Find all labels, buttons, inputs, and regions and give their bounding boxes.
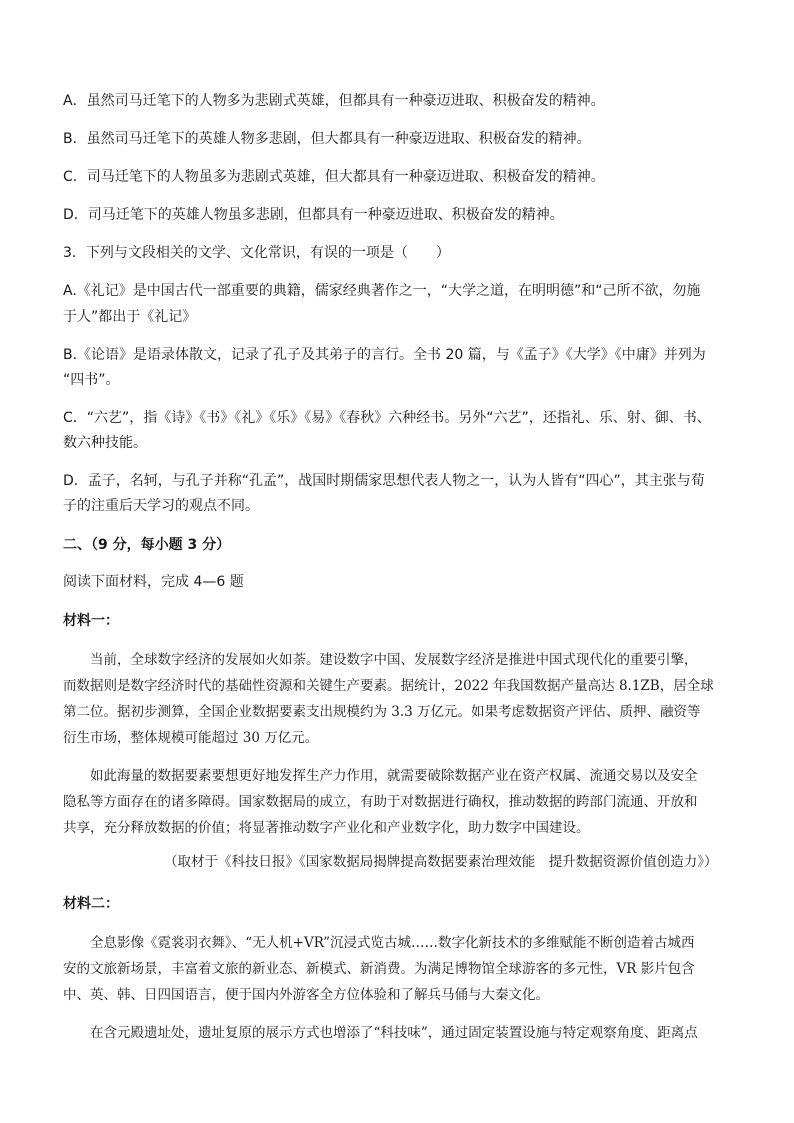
option-2a: A．虽然司马迁笔下的人物多为悲剧式英雄，但都具有一种豪迈进取、积极奋发的精神。 <box>63 93 605 109</box>
option-3d-line1: D．孟子，名轲，与孔子并称“孔孟”，战国时期儒家思想代表人物之一，认为人皆有“四心”，其主张与荀 <box>63 473 705 489</box>
material-1-p1-line3: 第二位。据初步测算，全国企业数据要素支出规模约为 3.3 万亿元。如果考虑数据资产评估、质押、融资等 <box>63 704 701 720</box>
material-2-p1-line3: 中、英、韩、日四国语言，便于国内外游客全方位体验和了解兵马俑与大秦文化。 <box>63 987 549 1003</box>
option-2c: C．司马迁笔下的人物虽多为悲剧式英雄，但大都具有一种豪迈进取、积极奋发的精神。 <box>63 169 605 185</box>
option-3d-line2: 子的注重后天学习的观点不同。 <box>63 498 259 514</box>
option-3c-line1: C．“六艺”，指《诗》《书》《礼》《乐》《易》《春秋》六种经书。另外“六艺”，还指礼、乐、射、御、书、 <box>63 410 711 426</box>
material-1-p2-line3: 共享，充分释放数据的价值；将显著推动数字产业化和产业数字化，助力数字中国建设。 <box>63 820 590 836</box>
material-1-p1-line4: 衍生市场，整体规模可能超过 30 万亿元。 <box>63 730 319 746</box>
option-2d: D．司马迁笔下的英雄人物虽多悲剧，但都具有一种豪迈进取、积极奋发的精神。 <box>63 207 564 223</box>
material-1-p2-line1: 如此海量的数据要素要想更好地发挥生产力作用，就需要破除数据产业在资产权属、流通交易以及安全 <box>90 768 698 784</box>
material-1-source: （取材于《科技日报》《国家数据局揭牌提高数据要素治理效能 提升数据资源价值创造力》） <box>164 854 718 870</box>
option-3a-line1: A.《礼记》是中国古代一部重要的典籍，儒家经典著作之一，“大学之道，在明明德”和“己所不欲，勿施 <box>63 283 701 299</box>
material-2-title: 材料二： <box>63 896 119 912</box>
material-2-p1-line2: 安的文旅新场景，丰富着文旅的新业态、新模式、新消费。为满足博物馆全球游客的多元性，VR 影片包含 <box>63 961 695 977</box>
material-1-p2-line2: 隐私等方面存在的诸多障碍。国家数据局的成立，有助于对数据进行确权，推动数据的跨部门流通、开放和 <box>63 794 698 810</box>
option-2b: B．虽然司马迁笔下的英雄人物多悲剧，但大都具有一种豪迈进取、积极奋发的精神。 <box>63 131 591 147</box>
material-1-p1-line1: 当前，全球数字经济的发展如火如荼。建设数字中国、发展数字经济是推进中国式现代化的重要引擎， <box>90 652 698 668</box>
material-1-title: 材料一： <box>63 613 119 629</box>
option-3b-line1: B.《论语》是语录体散文，记录了孔子及其弟子的言行。全书 20 篇，与《孟子》《大学》《中庸》并列为 <box>63 347 706 363</box>
option-3c-line2: 数六种技能。 <box>63 435 147 451</box>
material-2-p2-line1: 在含元殿遗址处，遗址复原的展示方式也增添了“科技味”，通过固定装置设施与特定观察角度、距离点 <box>90 1025 698 1041</box>
material-1-p1-line2: 而数据则是数字经济时代的基础性资源和关键生产要素。据统计，2022 年我国数据产量高达 8.1ZB，居全球 <box>63 678 714 694</box>
section-2-instruction: 阅读下面材料，完成 4—6 题 <box>63 574 244 590</box>
option-3b-line2: “四书”。 <box>63 372 120 388</box>
question-3-stem: 3．下列与文段相关的文学、文化常识，有误的一项是（ ） <box>63 245 450 261</box>
material-2-p1-line1: 全息影像《霓裳羽衣舞》、“无人机+VR”沉浸式览古城……数字化新技术的多维赋能不断创造着古城西 <box>90 935 695 951</box>
option-3a-line2: 于人”都出于《礼记》 <box>63 309 197 325</box>
section-2-heading: 二、（9 分，每小题 3 分） <box>63 537 231 553</box>
